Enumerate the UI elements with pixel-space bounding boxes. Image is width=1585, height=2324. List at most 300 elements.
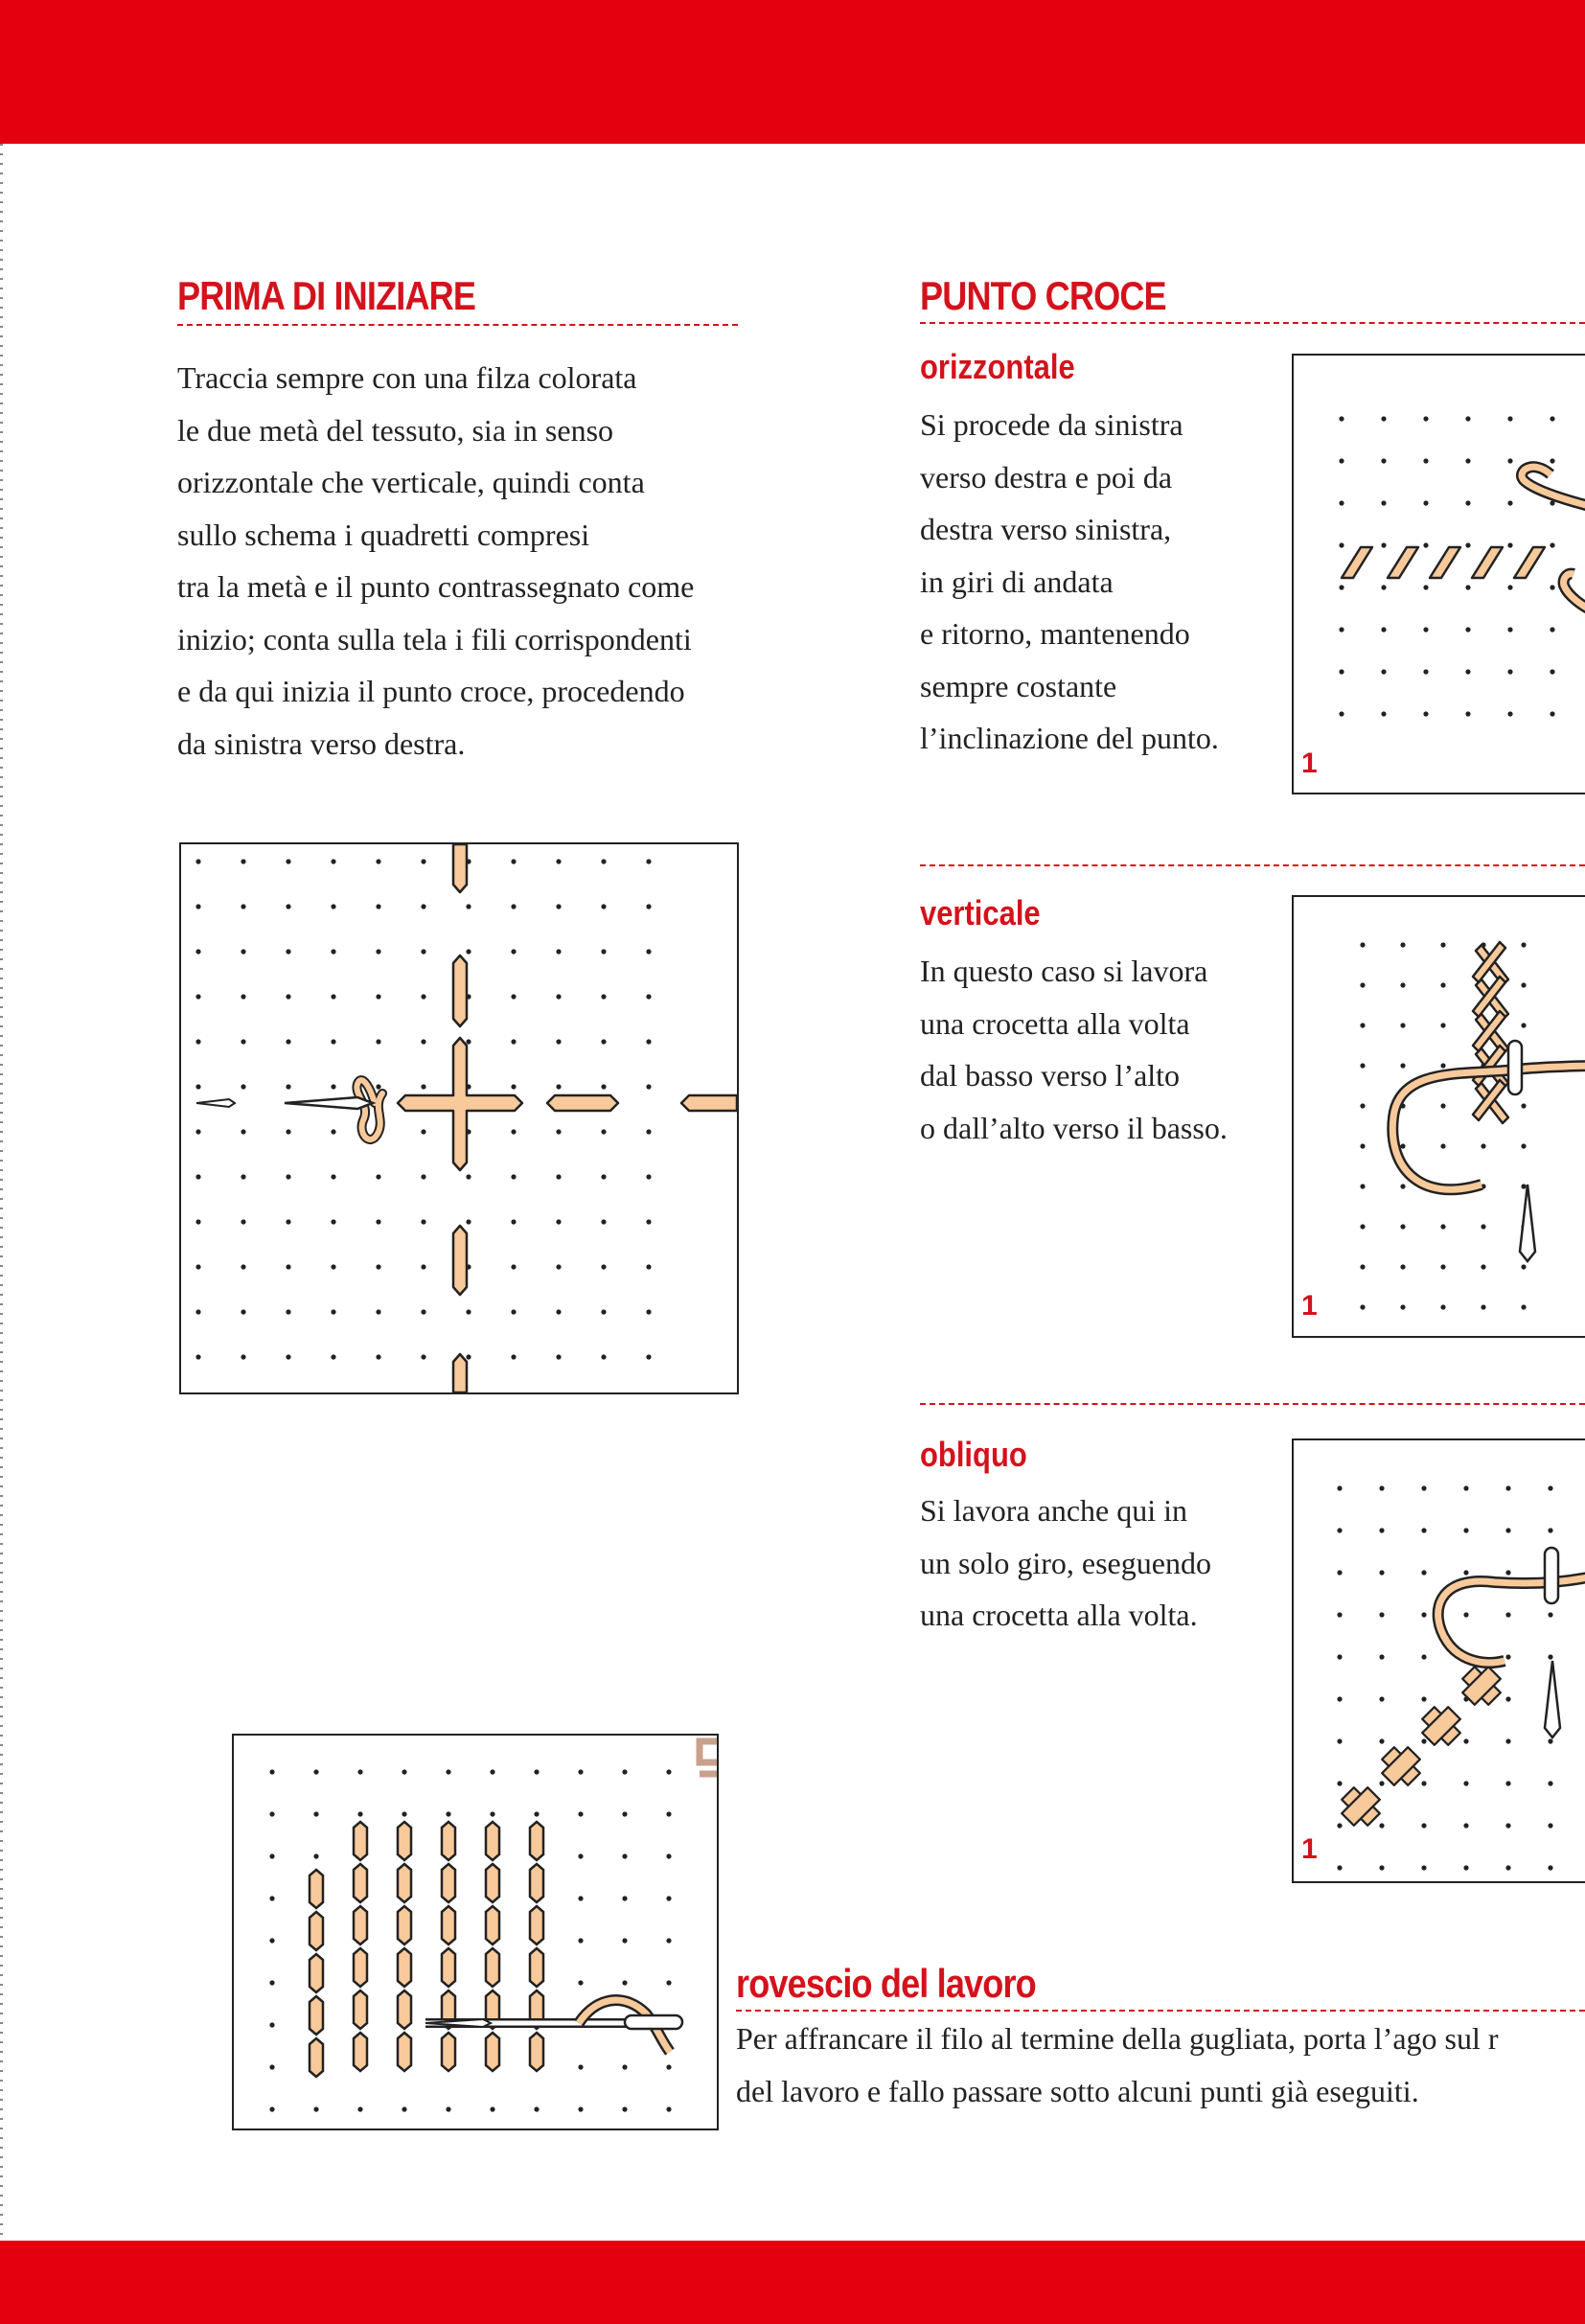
fabric-hole: [286, 1129, 290, 1134]
figure-center-marking: [179, 842, 739, 1394]
fabric-hole: [1507, 711, 1512, 716]
fabric-hole: [269, 1811, 274, 1816]
fabric-hole: [241, 904, 245, 909]
fabric-hole: [511, 1084, 516, 1089]
fabric-hole: [556, 1129, 561, 1134]
vertical-tacking-stitch: [453, 1226, 467, 1295]
back-stitch: [442, 1948, 455, 1987]
fabric-hole: [286, 1309, 290, 1314]
fabric-hole: [195, 1039, 200, 1044]
fabric-hole: [1465, 585, 1470, 589]
fabric-hole: [195, 1309, 200, 1314]
fabric-hole: [1339, 627, 1344, 632]
fabric-hole: [646, 1039, 651, 1044]
fabric-hole: [1507, 416, 1512, 421]
fabric-hole: [286, 949, 290, 954]
fabric-hole: [376, 1174, 380, 1179]
back-stitch: [310, 1870, 323, 1908]
needle-icon: [285, 1097, 373, 1109]
fabric-hole: [1360, 1023, 1365, 1027]
figure-obliquo: [1292, 1438, 1585, 1883]
fabric-hole: [357, 2106, 362, 2111]
fabric-hole: [376, 949, 380, 954]
vertical-tacking-stitch: [453, 844, 467, 892]
fabric-hole: [578, 1896, 583, 1900]
fabric-hole: [511, 994, 516, 999]
fabric-hole: [556, 1219, 561, 1224]
prima-line: da sinistra verso destra.: [177, 725, 466, 761]
verticale-line: dal basso verso l’alto: [920, 1058, 1181, 1093]
obliquo-diagram: [1294, 1440, 1585, 1881]
fabric-hole: [1400, 1184, 1405, 1188]
fabric-hole: [622, 2064, 627, 2069]
fabric-hole: [1550, 669, 1554, 674]
fabric-hole: [376, 1084, 380, 1089]
back-stitch: [354, 1948, 367, 1987]
top-red-band: [0, 0, 1585, 144]
needle-eye-icon: [1545, 1548, 1558, 1603]
fabric-hole: [556, 859, 561, 863]
fabric-hole: [402, 2106, 406, 2111]
fabric-hole: [556, 1174, 561, 1179]
fabric-hole: [376, 904, 380, 909]
fabric-hole: [1339, 500, 1344, 505]
needle-eye-icon: [1508, 1041, 1522, 1094]
needle-icon: [1520, 1185, 1535, 1261]
fabric-hole: [556, 1264, 561, 1269]
fabric-hole: [1379, 1865, 1384, 1870]
back-stitch: [398, 1948, 411, 1987]
needle-eye-icon: [625, 2015, 682, 2029]
fabric-hole: [556, 904, 561, 909]
fabric-hole: [269, 1896, 274, 1900]
horizontal-tacking-stitch: [547, 1095, 618, 1111]
back-stitch: [310, 1996, 323, 2035]
fabric-hole: [195, 1264, 200, 1269]
back-stitch: [530, 1948, 543, 1987]
fabric-hole: [241, 1174, 245, 1179]
section-divider: [920, 864, 1585, 866]
fabric-hole: [421, 1264, 425, 1269]
rovescio-rule: [736, 2010, 1585, 2012]
fabric-hole: [622, 1980, 627, 1985]
back-stitch: [398, 1990, 411, 2029]
diagonal-stitch: [1514, 547, 1545, 578]
fabric-hole: [1505, 1528, 1510, 1532]
fabric-hole: [1381, 542, 1386, 547]
fabric-hole: [446, 2106, 450, 2111]
fabric-hole: [1465, 416, 1470, 421]
fabric-hole: [466, 904, 471, 909]
fabric-hole: [195, 1354, 200, 1359]
fabric-hole: [269, 1938, 274, 1943]
back-stitch: [354, 1906, 367, 1944]
fabric-hole: [376, 1309, 380, 1314]
verticale-line: una crocetta alla volta: [920, 1005, 1190, 1041]
fabric-hole: [269, 2022, 274, 2027]
fabric-hole: [1550, 627, 1554, 632]
fabric-hole: [1440, 942, 1445, 947]
vertical-tacking-stitch: [453, 1354, 467, 1392]
fabric-hole: [1400, 1063, 1405, 1068]
verticale-line: o dall’alto verso il basso.: [920, 1110, 1228, 1145]
fabric-hole: [1421, 1696, 1426, 1701]
fabric-hole: [376, 1219, 380, 1224]
fabric-hole: [1423, 585, 1428, 589]
orizzontale-title: orizzontale: [920, 347, 1075, 386]
fabric-hole: [622, 1769, 627, 1774]
horizontal-tacking-stitch: [681, 1095, 737, 1111]
fabric-hole: [666, 2064, 671, 2069]
fabric-hole: [556, 1084, 561, 1089]
verticale-diagram: [1294, 897, 1585, 1336]
fabric-hole: [511, 1309, 516, 1314]
fabric-hole: [1507, 669, 1512, 674]
fabric-hole: [622, 2106, 627, 2111]
fabric-hole: [421, 1354, 425, 1359]
prima-paragraph: [177, 352, 694, 770]
fabric-hole: [1507, 500, 1512, 505]
fabric-hole: [1421, 1823, 1426, 1828]
fabric-hole: [1521, 1184, 1526, 1188]
fabric-hole: [1440, 1224, 1445, 1229]
fabric-hole: [421, 859, 425, 863]
fabric-hole: [1465, 542, 1470, 547]
section-divider: [920, 1403, 1585, 1405]
back-stitch: [398, 1864, 411, 1902]
fabric-hole: [601, 1084, 606, 1089]
fabric-hole: [195, 859, 200, 863]
fabric-hole: [1505, 1485, 1510, 1490]
fabric-hole: [646, 1084, 651, 1089]
fabric-hole: [1379, 1823, 1384, 1828]
fabric-hole: [331, 904, 335, 909]
obliquo-line: un solo giro, eseguendo: [920, 1545, 1211, 1580]
fabric-hole: [269, 1980, 274, 1985]
fabric-hole: [331, 859, 335, 863]
fabric-hole: [666, 2106, 671, 2111]
fabric-hole: [1360, 1143, 1365, 1148]
fabric-hole: [1548, 1738, 1552, 1743]
fabric-hole: [601, 904, 606, 909]
back-stitch: [486, 1948, 499, 1987]
fabric-hole: [622, 1896, 627, 1900]
fabric-hole: [666, 1980, 671, 1985]
fabric-hole: [1423, 500, 1428, 505]
fabric-hole: [1440, 1304, 1445, 1309]
fabric-hole: [1548, 1865, 1552, 1870]
figure-verticale: [1292, 895, 1585, 1338]
fabric-hole: [331, 1354, 335, 1359]
fabric-hole: [1421, 1528, 1426, 1532]
vertical-tacking-stitch: [453, 955, 467, 1026]
back-stitch: [442, 1822, 455, 1860]
fabric-hole: [556, 994, 561, 999]
fabric-hole: [1440, 1143, 1445, 1148]
figure-rovescio: [232, 1734, 719, 2130]
orizzontale-paragraph: [920, 399, 1219, 765]
fabric-hole: [666, 1811, 671, 1816]
fabric-hole: [1465, 627, 1470, 632]
fabric-hole: [511, 1219, 516, 1224]
fabric-hole: [578, 2106, 583, 2111]
prima-line: sullo schema i quadretti compresi: [177, 517, 590, 552]
fabric-hole: [601, 1219, 606, 1224]
fabric-hole: [357, 1769, 362, 1774]
fabric-hole: [1360, 1103, 1365, 1108]
fabric-hole: [1360, 982, 1365, 987]
fabric-hole: [1400, 1023, 1405, 1027]
rovescio-diagram: [234, 1736, 717, 2128]
fabric-hole: [1440, 1103, 1445, 1108]
fabric-hole: [511, 1354, 516, 1359]
back-stitch: [310, 1912, 323, 1950]
fabric-hole: [1381, 627, 1386, 632]
fabric-hole: [1440, 1023, 1445, 1027]
back-stitch: [354, 1864, 367, 1902]
fabric-hole: [1379, 1738, 1384, 1743]
fabric-hole: [601, 1129, 606, 1134]
fabric-hole: [331, 1264, 335, 1269]
fabric-hole: [1381, 711, 1386, 716]
fabric-hole: [357, 1811, 362, 1816]
fabric-hole: [556, 1354, 561, 1359]
fabric-hole: [446, 1769, 450, 1774]
fabric-hole: [1440, 1264, 1445, 1269]
fabric-hole: [666, 1938, 671, 1943]
fabric-hole: [1360, 1184, 1365, 1188]
prima-line: Traccia sempre con una filza colorata: [177, 360, 637, 395]
orizzontale-line: in giri di andata: [920, 564, 1114, 599]
fabric-hole: [1379, 1612, 1384, 1617]
orizzontale-line: l’inclinazione del punto.: [920, 721, 1219, 755]
fabric-hole: [421, 1219, 425, 1224]
fabric-hole: [331, 1039, 335, 1044]
fabric-hole: [1463, 1570, 1468, 1575]
fabric-hole: [601, 949, 606, 954]
diagonal-stitch: [1430, 547, 1460, 578]
fabric-hole: [1550, 711, 1554, 716]
rovescio-line: Per affrancare il filo al termine della gugliata, porta l’ago sul r: [736, 2021, 1499, 2056]
fabric-hole: [421, 994, 425, 999]
fabric-hole: [490, 1769, 494, 1774]
fabric-hole: [511, 1039, 516, 1044]
back-stitch-columns: [310, 1822, 543, 2077]
figure-orizzontale: [1292, 354, 1585, 794]
fabric-hole: [534, 1811, 539, 1816]
rovescio-title: rovescio del lavoro: [736, 1961, 1036, 2006]
fabric-hole: [601, 1264, 606, 1269]
fabric-hole: [1339, 458, 1344, 463]
obliquo-figure-number: 1: [1301, 1833, 1318, 1865]
fabric-hole: [1400, 942, 1405, 947]
fabric-hole: [646, 1219, 651, 1224]
fabric-hole: [286, 1354, 290, 1359]
fabric-hole: [1423, 542, 1428, 547]
fabric-hole: [241, 1084, 245, 1089]
fabric-hole: [1548, 1654, 1552, 1659]
back-stitch: [442, 1906, 455, 1944]
back-stitch: [442, 1864, 455, 1902]
fabric-hole: [1381, 458, 1386, 463]
fabric-hole: [511, 859, 516, 863]
fabric-hole: [578, 2064, 583, 2069]
fabric-hole: [1360, 1063, 1365, 1068]
fabric-hole: [1481, 1143, 1485, 1148]
orizzontale-line: destra verso sinistra,: [920, 512, 1172, 546]
fabric-hole: [1507, 542, 1512, 547]
fabric-hole: [195, 1129, 200, 1134]
back-stitch: [398, 2033, 411, 2071]
needle-tip-icon: [196, 1099, 235, 1107]
fabric-hole: [1463, 1528, 1468, 1532]
fabric-hole: [331, 1219, 335, 1224]
fabric-hole: [241, 1264, 245, 1269]
fabric-hole: [269, 2106, 274, 2111]
back-stitch: [530, 1864, 543, 1902]
back-stitch: [442, 2033, 455, 2071]
fabric-hole: [578, 1853, 583, 1858]
fabric-hole: [1400, 1143, 1405, 1148]
prima-rule: [177, 324, 738, 326]
bottom-red-band: [0, 2241, 1585, 2324]
fabric-hole: [1505, 1865, 1510, 1870]
fabric-hole: [666, 1896, 671, 1900]
fabric-hole: [1548, 1528, 1552, 1532]
fabric-hole: [601, 994, 606, 999]
fabric-hole: [1400, 1264, 1405, 1269]
fabric-hole: [578, 1769, 583, 1774]
fabric-hole: [241, 994, 245, 999]
orizzontale-line: sempre costante: [920, 668, 1117, 703]
fabric-hole: [1339, 669, 1344, 674]
fabric-hole: [1550, 458, 1554, 463]
diagonal-stitch: [1388, 547, 1418, 578]
fabric-hole: [1550, 542, 1554, 547]
back-stitch: [354, 1990, 367, 2029]
fabric-hole: [1463, 1781, 1468, 1785]
fabric-hole: [601, 1354, 606, 1359]
fabric-hole: [1421, 1612, 1426, 1617]
fabric-hole: [601, 1039, 606, 1044]
prima-line: tra la metà e il punto contrassegnato come: [177, 569, 695, 604]
fabric-hole: [376, 1264, 380, 1269]
fabric-hole: [421, 1129, 425, 1134]
fabric-hole: [511, 1174, 516, 1179]
fabric-hole: [402, 1811, 406, 1816]
fabric-hole: [331, 1174, 335, 1179]
fabric-hole: [578, 1938, 583, 1943]
fabric-hole: [1421, 1865, 1426, 1870]
back-stitch: [310, 2038, 323, 2077]
fabric-hole: [1381, 585, 1386, 589]
fabric-hole: [1379, 1570, 1384, 1575]
fabric-hole: [1463, 1823, 1468, 1828]
prima-line: e da qui inizia il punto croce, procedendo: [177, 674, 685, 708]
fabric-hole: [1507, 627, 1512, 632]
fabric-hole: [534, 1769, 539, 1774]
fabric-hole: [286, 859, 290, 863]
fabric-hole: [269, 1769, 274, 1774]
fabric-hole: [286, 994, 290, 999]
fabric-hole: [195, 994, 200, 999]
fabric-hole: [286, 904, 290, 909]
fabric-hole: [1360, 942, 1365, 947]
fabric-hole: [1507, 458, 1512, 463]
fabric-hole: [511, 904, 516, 909]
fabric-hole: [1521, 1304, 1526, 1309]
verticale-paragraph: [920, 945, 1228, 1154]
fabric-hole: [1421, 1781, 1426, 1785]
fabric-hole: [241, 1219, 245, 1224]
fabric-hole: [646, 1354, 651, 1359]
fabric-hole: [1337, 1696, 1342, 1701]
fabric-hole: [622, 1811, 627, 1816]
fabric-hole: [241, 1309, 245, 1314]
fabric-hole: [1379, 1781, 1384, 1785]
prima-line: le due metà del tessuto, sia in senso: [177, 412, 614, 448]
verticale-figure-number: 1: [1301, 1290, 1318, 1322]
fabric-hole: [511, 1264, 516, 1269]
fabric-hole: [421, 1039, 425, 1044]
fabric-hole: [1360, 1304, 1365, 1309]
fabric-hole: [666, 1853, 671, 1858]
back-stitch: [486, 2033, 499, 2071]
back-stitch: [530, 1906, 543, 1944]
back-stitch: [486, 1906, 499, 1944]
fabric-hole: [1505, 1570, 1510, 1575]
fabric-hole: [1379, 1654, 1384, 1659]
fabric-hole: [646, 1174, 651, 1179]
fabric-hole: [1337, 1781, 1342, 1785]
fabric-hole: [195, 1219, 200, 1224]
back-stitch: [486, 1822, 499, 1860]
fabric-hole: [1548, 1823, 1552, 1828]
fabric-hole: [1521, 942, 1526, 947]
fabric-hole: [331, 1309, 335, 1314]
fabric-hole: [556, 949, 561, 954]
fabric-hole: [1360, 1224, 1365, 1229]
fabric-hole: [1550, 416, 1554, 421]
fabric-hole: [376, 859, 380, 863]
fabric-hole: [241, 949, 245, 954]
diagonal-stitch: [1472, 547, 1503, 578]
fabric-hole: [1521, 1103, 1526, 1108]
fabric-hole: [195, 1084, 200, 1089]
fabric-hole: [1337, 1738, 1342, 1743]
obliquo-line: una crocetta alla volta.: [920, 1598, 1198, 1632]
fabric-hole: [1421, 1570, 1426, 1575]
fabric-hole: [1548, 1612, 1552, 1617]
fabric-hole: [1379, 1528, 1384, 1532]
fabric-hole: [286, 1219, 290, 1224]
diagonal-stitch: [1342, 547, 1372, 578]
fabric-hole: [1423, 669, 1428, 674]
fabric-hole: [1400, 1304, 1405, 1309]
fabric-hole: [1463, 1485, 1468, 1490]
back-stitch: [530, 2033, 543, 2071]
fabric-hole: [466, 1354, 471, 1359]
fabric-hole: [1337, 1865, 1342, 1870]
fabric-hole: [1550, 585, 1554, 589]
fabric-hole: [1548, 1485, 1552, 1490]
diagonal-cross-stitches: [1342, 1667, 1501, 1826]
fabric-hole: [1481, 1224, 1485, 1229]
fabric-hole: [195, 904, 200, 909]
fabric-hole: [534, 2106, 539, 2111]
fabric-hole: [1505, 1781, 1510, 1785]
orizzontale-line: verso destra e poi da: [920, 459, 1173, 495]
